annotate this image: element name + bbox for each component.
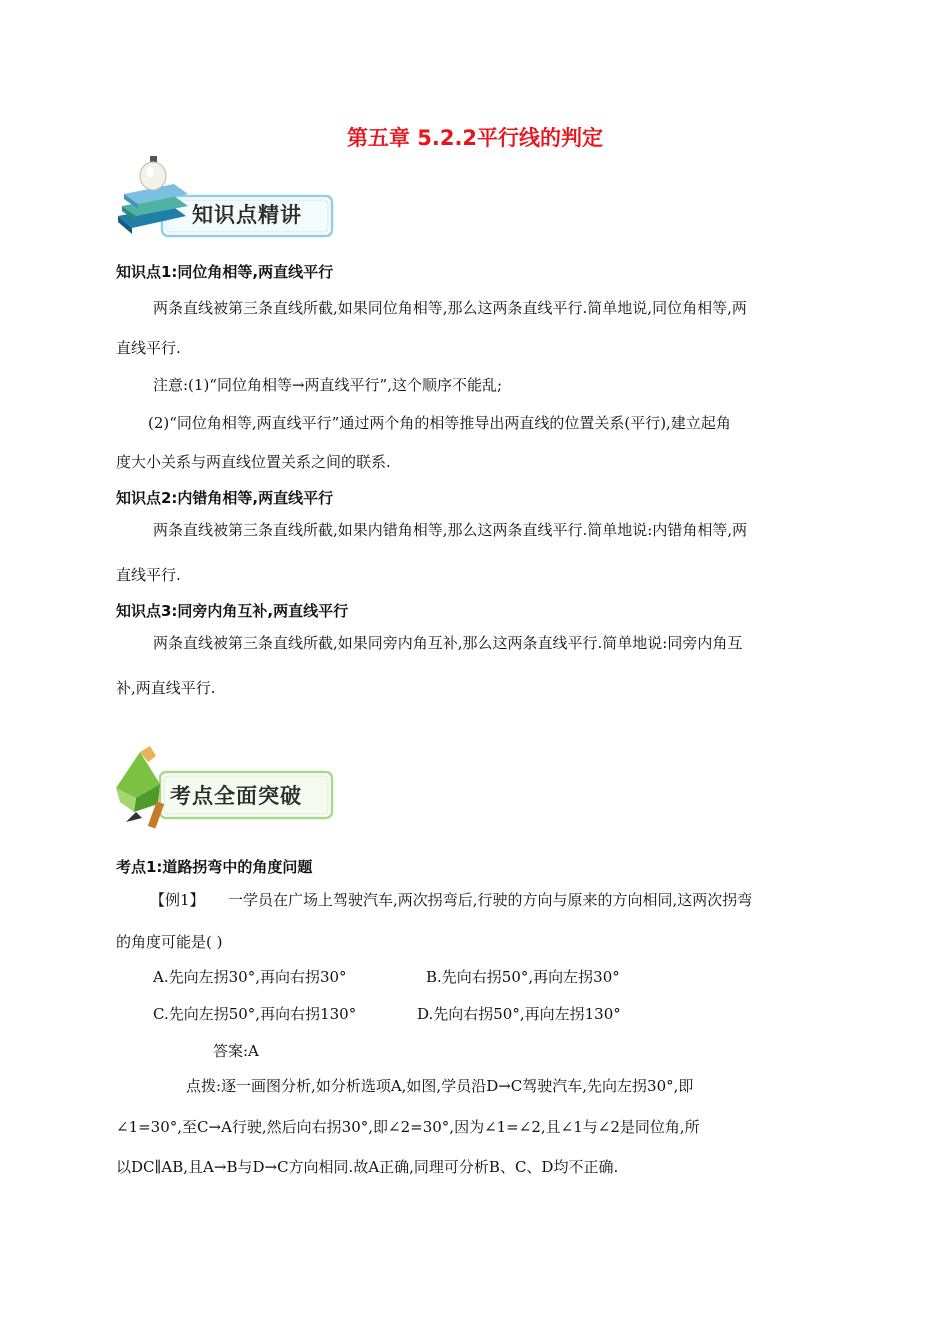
kp1-heading: 知识点1:同位角相等,两直线平行 bbox=[116, 263, 334, 281]
kp3-line2: 补,两直线平行. bbox=[116, 679, 216, 697]
kp2-heading: 知识点2:内错角相等,两直线平行 bbox=[116, 489, 334, 507]
kp1-note1: 注意:(1)“同位角相等→两直线平行”,这个顺序不能乱; bbox=[153, 376, 503, 394]
exam-points-banner bbox=[112, 742, 337, 830]
kp1-paragraph-line2: 直线平行. bbox=[116, 339, 181, 357]
exam1-heading: 考点1:道路拐弯中的角度问题 bbox=[116, 858, 313, 876]
option-d: D.先向右拐50°,再向左拐130° bbox=[417, 1005, 621, 1023]
option-a: A.先向左拐30°,再向右拐30° bbox=[153, 968, 347, 986]
hint-line2: ∠1=30°,至C→A行驶,然后向右拐30°,即∠2=30°,因为∠1=∠2,且∠1与∠2是同位角,所 bbox=[116, 1118, 700, 1136]
answer: 答案:A bbox=[213, 1042, 259, 1060]
kp1-paragraph-line1: 两条直线被第三条直线所截,如果同位角相等,那么这两条直线平行.简单地说,同位角相等,两 bbox=[153, 299, 747, 317]
page-title: 第五章 5.2.2平行线的判定 bbox=[346, 126, 604, 150]
example1-question-line2: 的角度可能是( ) bbox=[116, 933, 223, 951]
kp3-heading: 知识点3:同旁内角互补,两直线平行 bbox=[116, 602, 349, 620]
knowledge-banner bbox=[112, 150, 337, 240]
hint-line1: 点拨:逐一画图分析,如分析选项A,如图,学员沿D→C驾驶汽车,先向左拐30°,即 bbox=[186, 1077, 694, 1095]
kp2-line2: 直线平行. bbox=[116, 566, 181, 584]
kp2-line1: 两条直线被第三条直线所截,如果内错角相等,那么这两条直线平行.简单地说:内错角相等,两 bbox=[153, 521, 748, 539]
exam-points-banner-label: 考点全面突破 bbox=[170, 784, 302, 808]
kp1-note2-line2: 度大小关系与两直线位置关系之间的联系. bbox=[116, 453, 391, 471]
example1-tag: 【例1】 bbox=[150, 891, 205, 909]
option-c: C.先向左拐50°,再向右拐130° bbox=[153, 1005, 357, 1023]
kp1-note2-line1: (2)“同位角相等,两直线平行”通过两个角的相等推导出两直线的位置关系(平行),建立起角 bbox=[148, 414, 731, 432]
hint-line3: 以DC∥AB,且A→B与D→C方向相同.故A正确,同理可分析B、C、D均不正确. bbox=[116, 1158, 619, 1176]
kp3-line1: 两条直线被第三条直线所截,如果同旁内角互补,那么这两条直线平行.简单地说:同旁内角互 bbox=[153, 634, 743, 652]
example1-question-line1: 一学员在广场上驾驶汽车,两次拐弯后,行驶的方向与原来的方向相同,这两次拐弯 bbox=[228, 891, 753, 909]
knowledge-banner-label: 知识点精讲 bbox=[192, 203, 302, 227]
option-b: B.先向右拐50°,再向左拐30° bbox=[426, 968, 620, 986]
